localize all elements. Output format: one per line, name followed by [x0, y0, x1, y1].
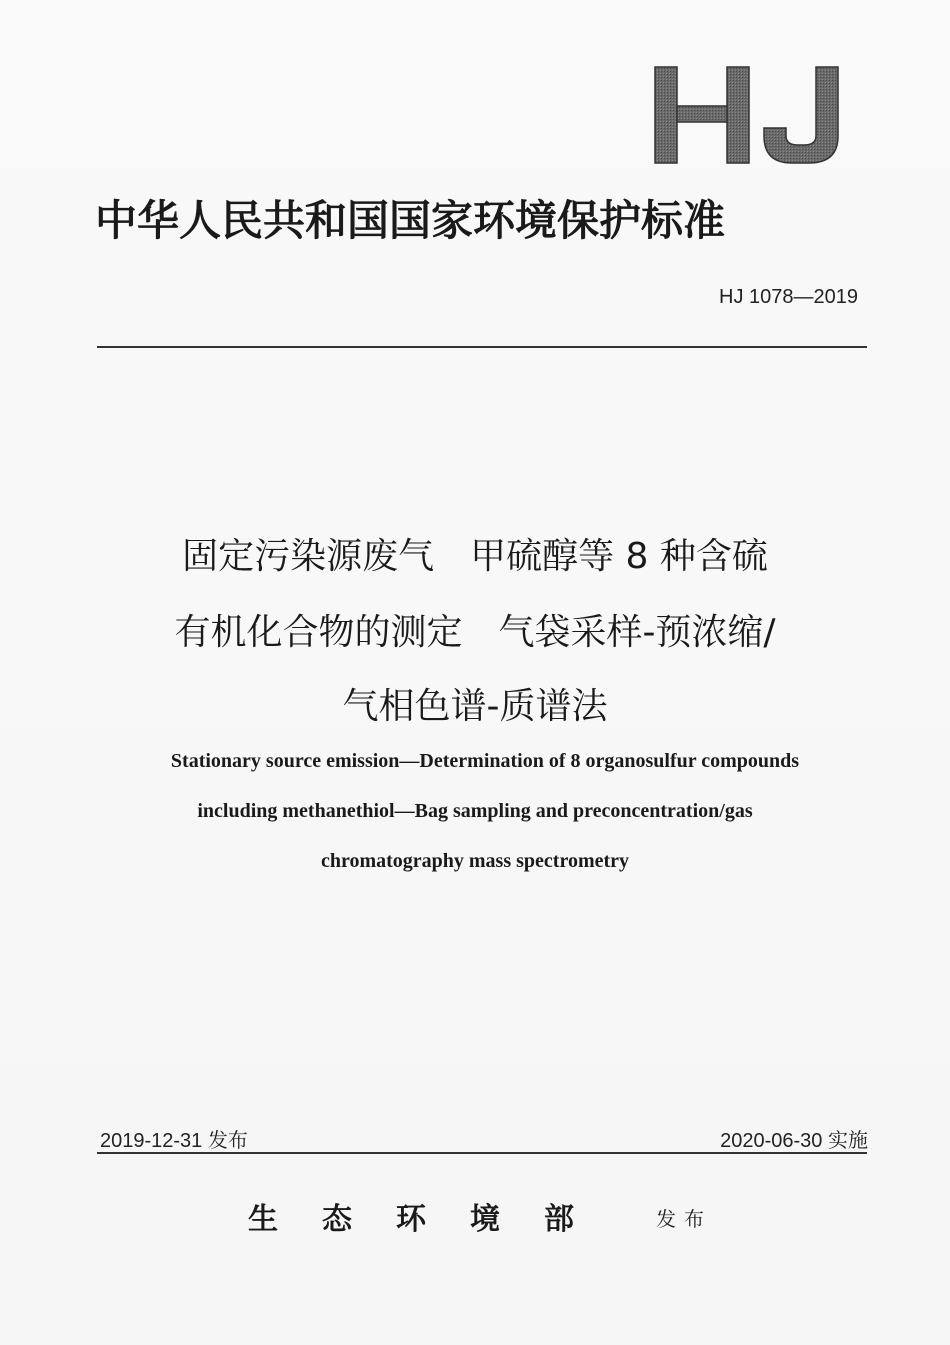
standard-number: HJ 1078—2019	[719, 286, 858, 308]
issue-date: 2019-12-31 发布	[100, 1130, 248, 1152]
title-cn-line-3: 气相色谱-质谱法	[342, 686, 608, 727]
title-cn-line-2: 有机化合物的测定 气袋采样-预浓缩/	[174, 612, 776, 653]
publisher-name: 生态环境部	[248, 1202, 618, 1237]
hj-logo-j	[764, 67, 838, 163]
hj-logo-h	[655, 67, 749, 163]
title-en-line-3: chromatography mass spectrometry	[320, 850, 630, 872]
title-en-line-1: Stationary source emission—Determination of 8 organosulfur compounds	[170, 750, 800, 772]
publish-suffix: 发布	[656, 1207, 712, 1231]
hj-logo	[652, 62, 842, 166]
bottom-divider	[97, 1152, 867, 1154]
title-en-line-2: including methanethiol—Bag sampling and preconcentration/gas	[197, 800, 753, 822]
country-standard-title: 中华人民共和国国家环境保护标准	[95, 196, 726, 245]
implementation-date: 2020-06-30 实施	[720, 1130, 868, 1152]
top-divider	[97, 346, 867, 348]
title-cn-line-1: 固定污染源废气 甲硫醇等 8 种含硫	[182, 536, 768, 577]
